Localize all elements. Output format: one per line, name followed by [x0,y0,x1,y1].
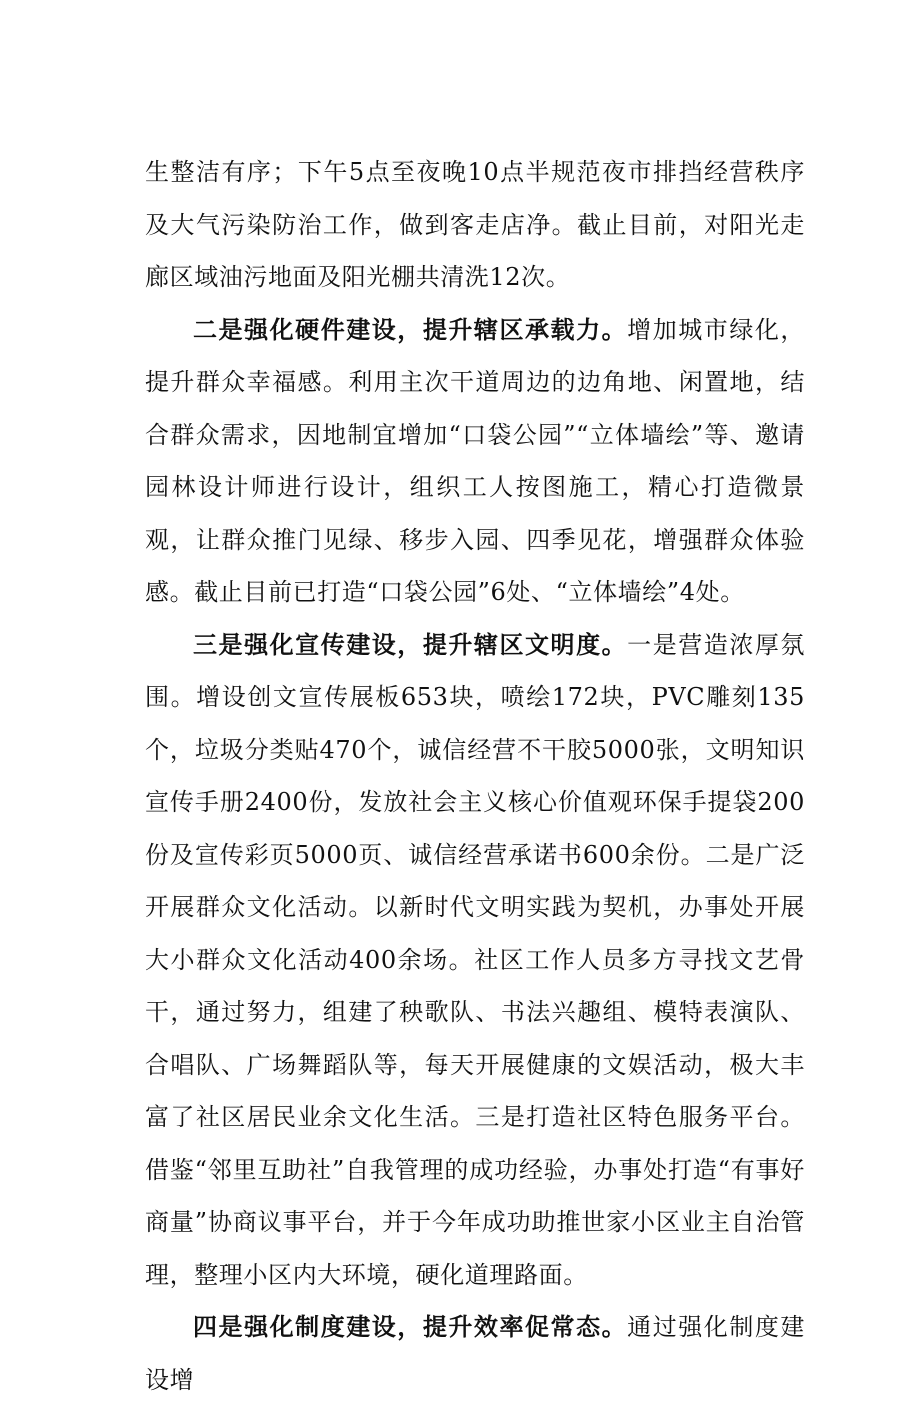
paragraph-2-text: 增加城市绿化，提升群众幸福感。利用主次干道周边的边角地、闲置地，结合群众需求，因地制宜增加“口袋公园”“立体墙绘”等、邀请园林设计师进行设计，组织工人按图施工，精心打造微景观，让群众推门见绿、移步入园、四季见花，增强群众体验感。截止目前已打造“口袋公园”6处、“立体墙绘”4处。 [145,315,806,606]
paragraph-publicity [145,619,805,1302]
paragraph-3-heading: 三是强化宣传建设，提升辖区文明度。 [193,629,628,659]
paragraph-4-text: 通过强化制度建设增 [145,1313,806,1394]
paragraph-4-heading: 四是强化制度建设，提升效率促常态。 [193,1312,628,1341]
paragraph-continuation [145,146,805,304]
paragraph-3-text: 一是营造浓厚氛围。增设创文宣传展板653块，喷绘172块，PVC雕刻135个，垃圾分类贴470个，诚信经营不干胶5000张，文明知识宣传手册2400份，发放社会主义核心价值观环保手提袋200份及宣传彩页5000页、诚信经营承诺书600余份。二是广泛开展群众文化活动。以新时代文明实践为契机，办事处开展大小群众文化活动400余场。社区工作人员多方寻找文艺骨干，通过努力，组建了秧歌队、书法兴趣组、模特表演队、合唱队、广场舞蹈队等，每天开展健康的文娱活动，极大丰富了社区居民业余文化生活。三是打造社区特色服务平台。借鉴“邻里互助社”自我管理的成功经验，办事处打造“有事好商量”协商议事平台，并于今年成功助推世家小区业主自治管理，整理小区内大环境，硬化道理路面。 [145,630,806,1289]
document-body [145,146,805,1406]
paragraph-1-text: 生整洁有序；下午5点至夜晚10点半规范夜市排挡经营秩序及大气污染防治工作，做到客走店净。截止目前，对阳光走廊区域油污地面及阳光棚共清洗12次。 [145,158,805,291]
paragraph-hardware [145,304,805,619]
paragraph-2-heading: 二是强化硬件建设，提升辖区承载力。 [193,314,628,344]
paragraph-system [145,1301,805,1406]
